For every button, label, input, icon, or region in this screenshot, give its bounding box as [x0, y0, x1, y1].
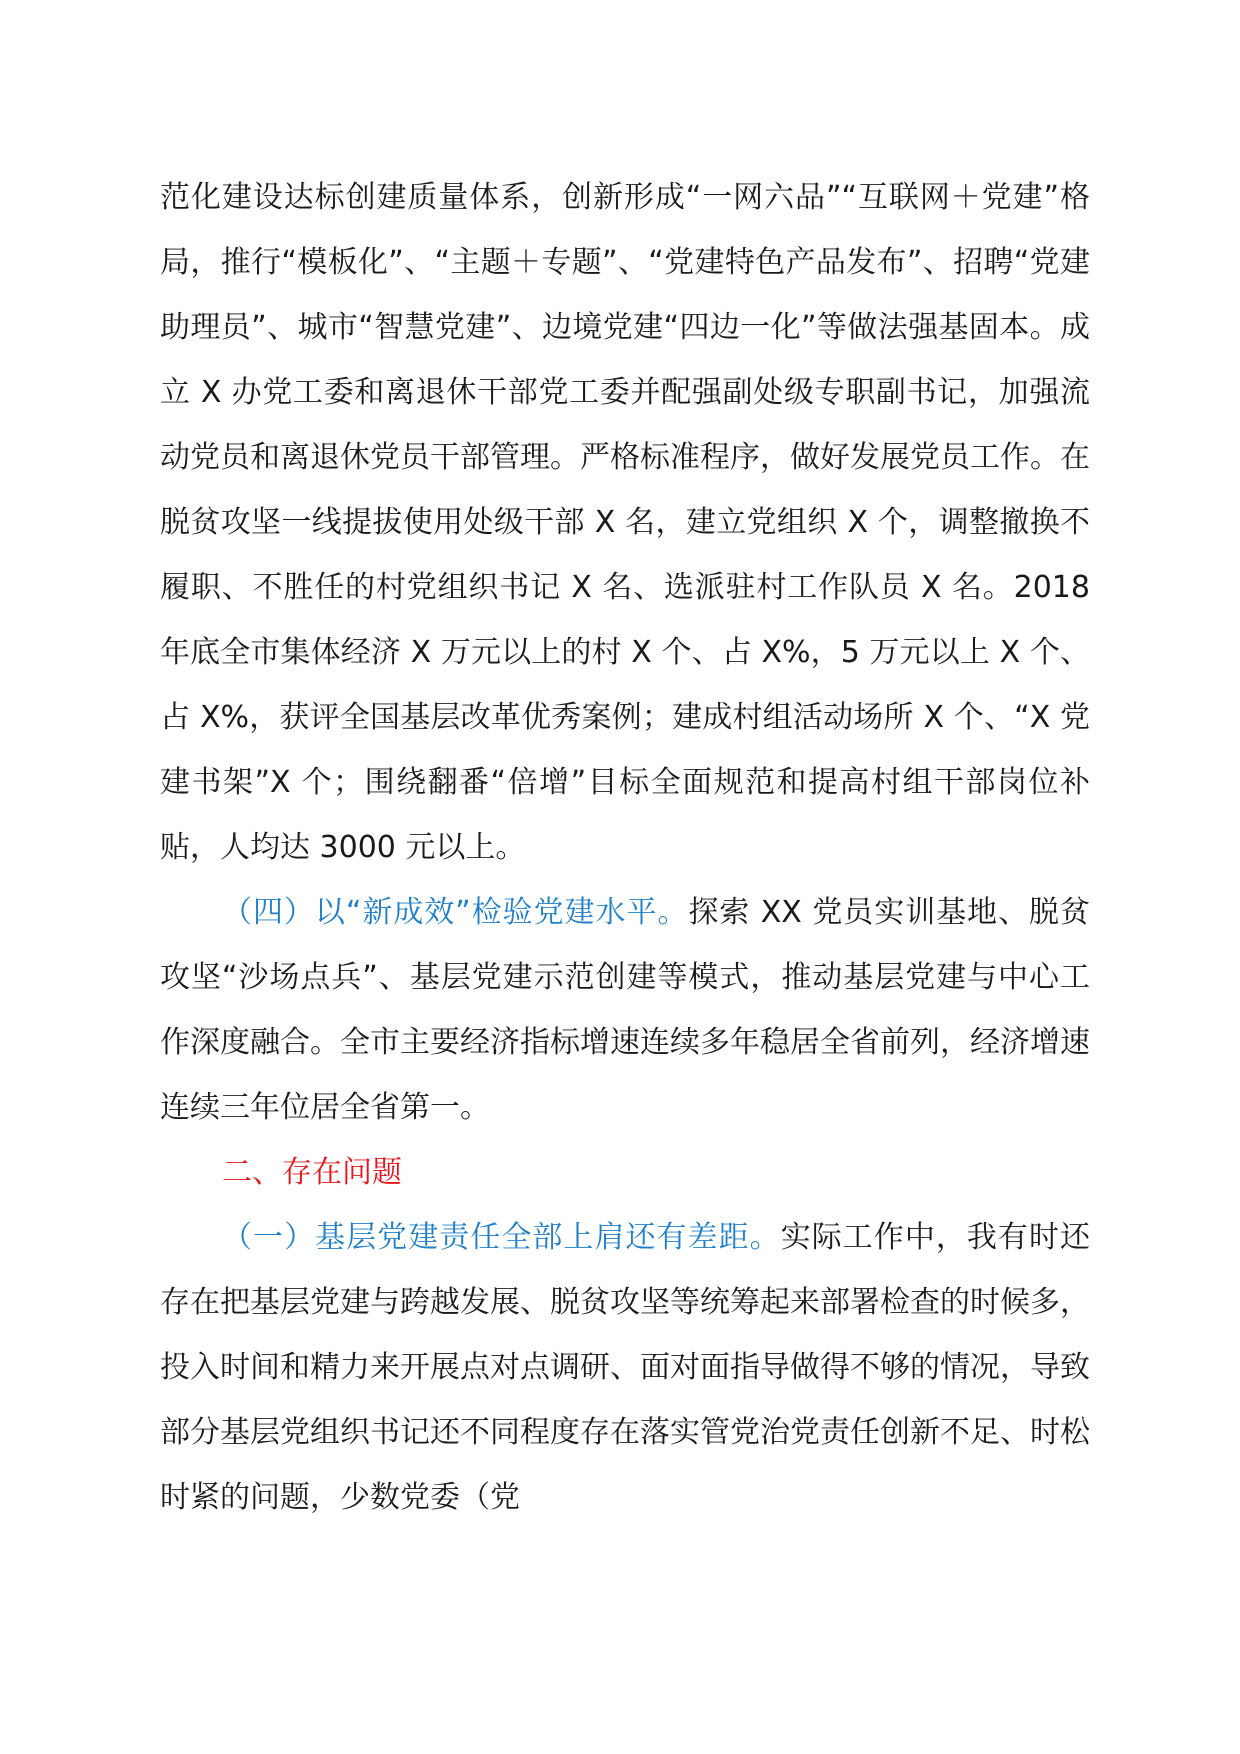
paragraph-problem-1: [160, 1205, 1090, 1530]
subheading-problem-1: （一）基层党建责任全部上肩还有差距。: [222, 1220, 781, 1255]
paragraph-achievement-4: [160, 880, 1090, 1140]
paragraph-body: 实际工作中，我有时还存在把基层党建与跨越发展、脱贫攻坚等统筹起来部署检查的时候多，投入时间和精力来开展点对点调研、面对面指导做得不够的情况，导致部分基层党组织书记还不同程度存在落实管党治党责任创新不足、时松时紧的问题，少数党委（党: [160, 1220, 1091, 1515]
subheading-achievement-4: （四）以“新成效”检验党建水平。: [222, 895, 689, 930]
paragraph-body: 探索 XX 党员实训基地、脱贫攻坚“沙场点兵”、基层党建示范创建等模式，推动基层党建与中心工作深度融合。全市主要经济指标增速连续多年稳居全省前列，经济增速连续三年位居全省第一。: [160, 895, 1090, 1125]
document-body: [160, 165, 1090, 1530]
section-heading-problems: 二、存在问题: [222, 1155, 402, 1190]
paragraph-continuation: 范化建设达标创建质量体系，创新形成“一网六品”“互联网＋党建”格局，推行“模板化”、“主题＋专题”、“党建特色产品发布”、招聘“党建助理员”、城市“智慧党建”、边境党建“四边一化”等做法强基固本。成立 X 办党工委和离退休干部党工委并配强副处级专职副书记，加强流动党员和离退休党员干部管理。严格标准程序，做好发展党员工作。在脱贫攻坚一线提拔使用处级干部 X 名，建立党组织 X 个，调整撤换不履职、不胜任的村党组织书记 X 名、选派驻村工作队员 X 名。2018 年底全市集体经济 X 万元以上的村 X 个、占 X%，5 万元以上 X 个、占 X%，获评全国基层改革优秀案例；建成村组活动场所 X 个、“X 党建书架”X 个；围绕翻番“倍增”目标全面规范和提高村组干部岗位补贴，人均达 3000 元以上。: [160, 180, 1090, 865]
